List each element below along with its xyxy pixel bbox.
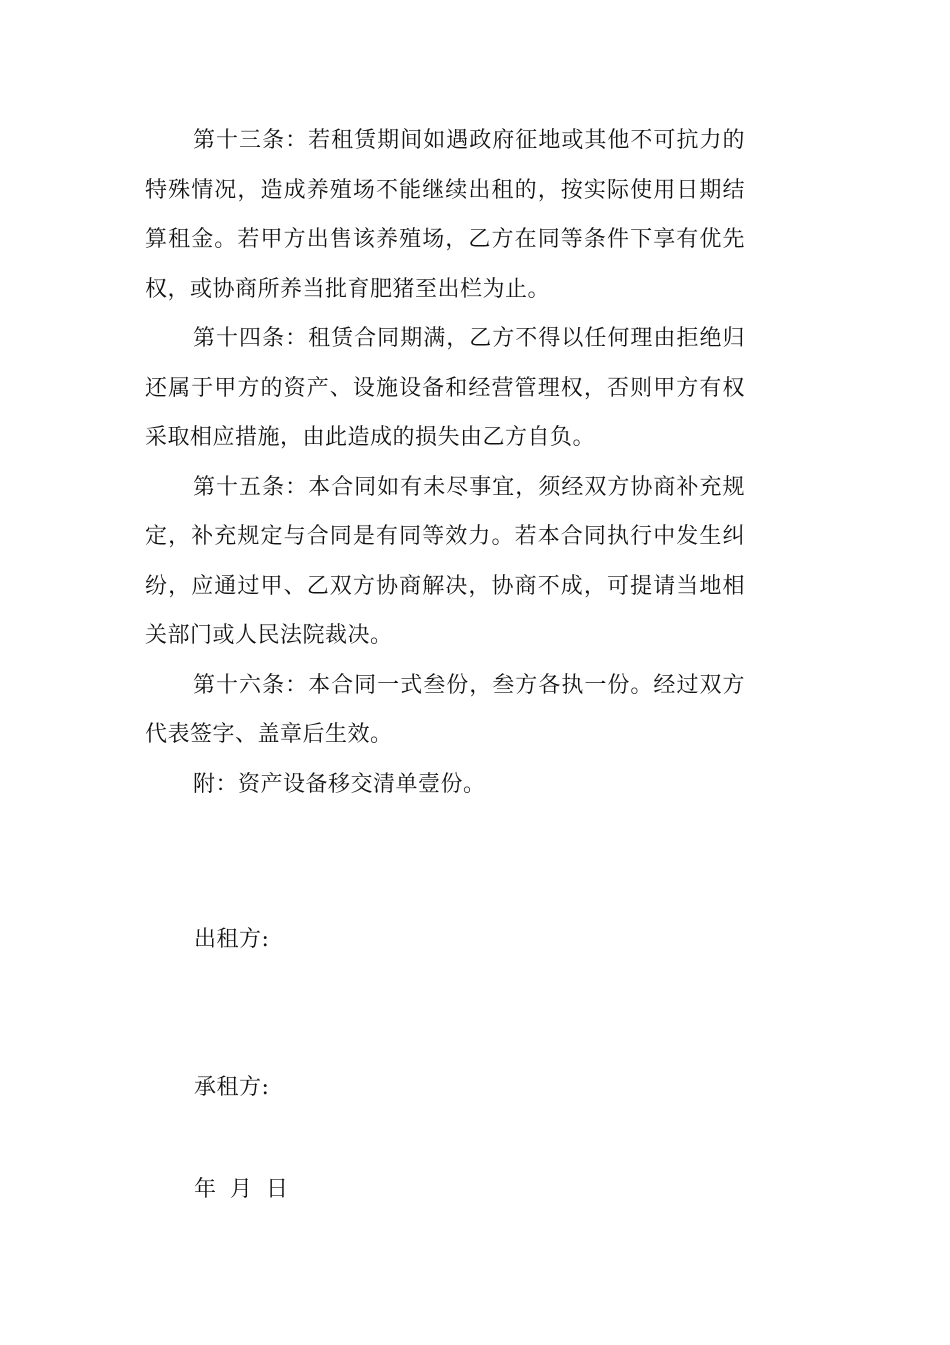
attachment-note: 附：资产设备移交清单壹份。 xyxy=(193,771,486,797)
clause-13: 第十三条：若租赁期间如遇政府征地或其他不可抗力的特殊情况，造成养殖场不能继续出租的，按实际使用日期结算租金。若甲方出售该养殖场，乙方在同等条件下享有优先权，或协商所养当批育肥猪至出栏为止。 xyxy=(145,128,745,302)
clause-16: 第十六条：本合同一式叁份，叁方各执一份。经过双方代表签字、盖章后生效。 xyxy=(145,672,745,747)
clause-15: 第十五条：本合同如有未尽事宜，须经双方协商补充规定，补充规定与合同是有同等效力。若本合同执行中发生纠纷，应通过甲、乙双方协商解决，协商不成，可提请当地相关部门或人民法院裁决。 xyxy=(145,474,745,648)
date-line xyxy=(194,1175,288,1205)
contract-clauses xyxy=(145,116,745,809)
lessor-signature-label: 出租方: xyxy=(194,927,270,952)
lessee-signature-label: 承租方: xyxy=(194,1075,270,1100)
date-month-label: 月 xyxy=(230,1177,253,1202)
clause-14: 第十四条：租赁合同期满，乙方不得以任何理由拒绝归还属于甲方的资产、设施设备和经营管理权，否则甲方有权采取相应措施，由此造成的损失由乙方自负。 xyxy=(145,326,745,450)
date-year-label: 年 xyxy=(194,1177,217,1202)
date-day-label: 日 xyxy=(266,1177,289,1202)
